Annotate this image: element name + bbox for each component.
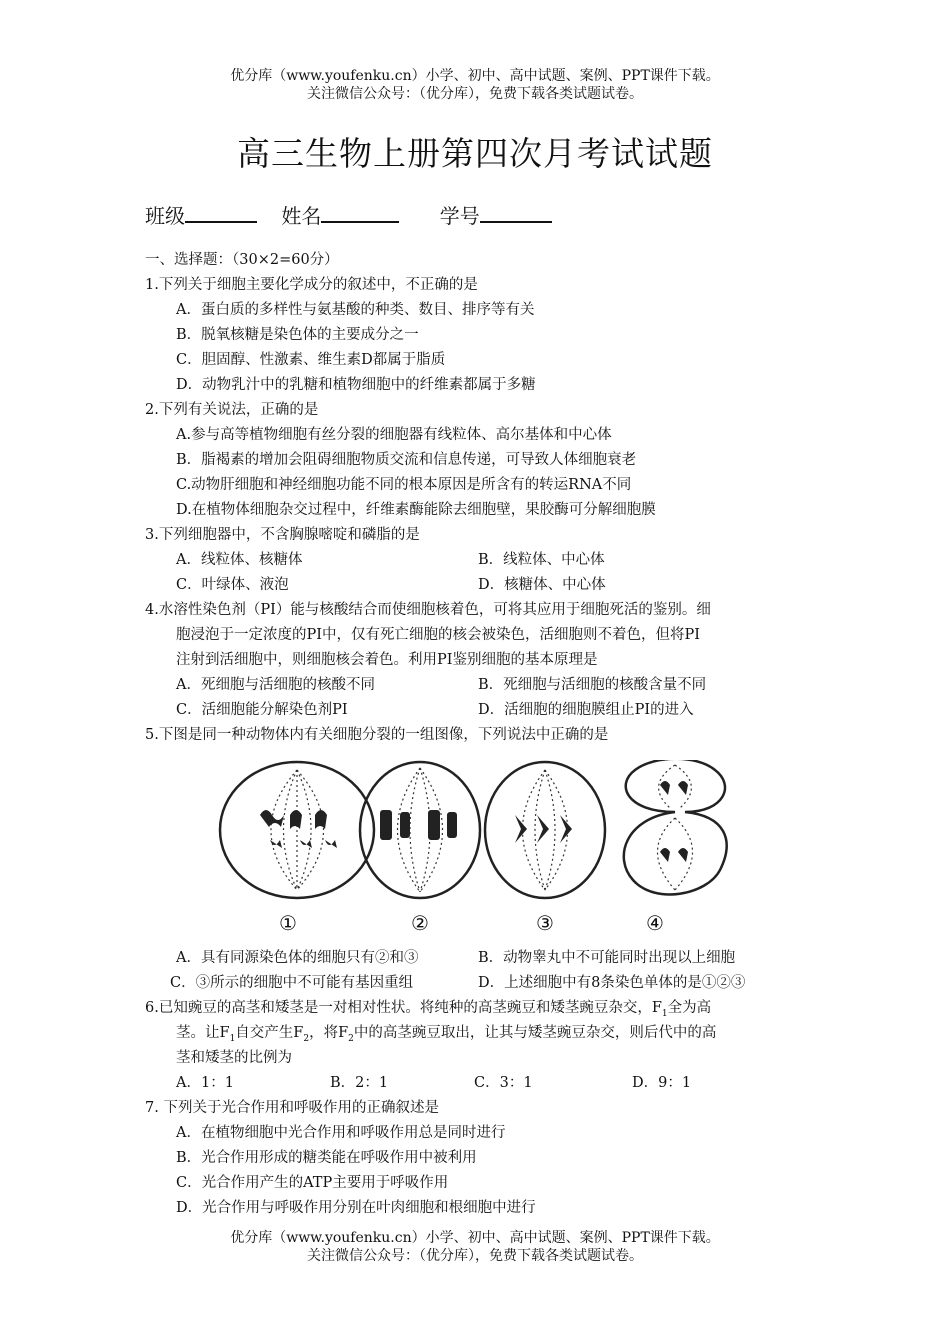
q5-option-c: C．③所示的细胞中不可能有基因重组	[170, 975, 414, 991]
q4-option-a: A．死细胞与活细胞的核酸不同	[176, 677, 375, 693]
footer-line-1: 优分库（www.youfenku.cn）小学、初中、高中试题、案例、PPT课件下载。	[230, 1230, 720, 1246]
header-line-2: 关注微信公众号：（优分库），免费下载各类试题试卷。	[307, 86, 643, 102]
q5-stem: 5.下图是同一种动物体内有关细胞分裂的一组图像，下列说法中正确的是	[145, 727, 609, 743]
q6-option-c: C．3：1	[474, 1075, 533, 1091]
q6-stem-line-3: 茎和矮茎的比例为	[176, 1050, 292, 1066]
header-line-1: 优分库（www.youfenku.cn）小学、初中、高中试题、案例、PPT课件下载。	[230, 68, 720, 84]
q6-option-a: A．1：1	[176, 1075, 234, 1091]
q4-stem-line-3: 注射到活细胞中，则细胞核会着色。利用PI鉴别细胞的基本原理是	[176, 652, 598, 668]
q6-stem-line-2: 茎。让$F_1$自交产生$F_2$，将$F_2$中的高茎豌豆取出，让其与矮茎豌豆杂交，则后代中的高	[176, 1025, 717, 1044]
q3-option-b: B．线粒体、中心体	[478, 552, 605, 568]
q2-stem: 2.下列有关说法，正确的是	[145, 402, 319, 418]
class-label: 班级	[145, 204, 185, 228]
q2-option-a: A.参与高等植物细胞有丝分裂的细胞器有线粒体、高尔基体和中心体	[176, 427, 612, 443]
figure-label-4: ④	[646, 911, 664, 935]
q7-stem: 7. 下列关于光合作用和呼吸作用的正确叙述是	[145, 1100, 439, 1116]
q1-option-c: C．胆固醇、性激素、维生素D都属于脂质	[176, 352, 446, 368]
q1-option-d: D．动物乳汁中的乳糖和植物细胞中的纤维素都属于多糖	[176, 377, 536, 393]
q5-option-d: D．上述细胞中有8条染色单体的是①②③	[478, 975, 746, 991]
q2-option-d: D.在植物体细胞杂交过程中，纤维素酶能除去细胞壁，果胶酶可分解细胞膜	[176, 502, 656, 518]
q3-option-a: A．线粒体、核糖体	[176, 552, 303, 568]
page-title: 高三生物上册第四次月考试试题	[237, 134, 713, 173]
q5-option-a: A．具有同源染色体的细胞只有②和③	[176, 950, 419, 966]
q4-stem-line-2: 胞浸泡于一定浓度的PI中，仅有死亡细胞的核会被染色，活细胞则不着色，但将PI	[176, 627, 700, 643]
q5-option-b: B．动物睾丸中不可能同时出现以上细胞	[478, 950, 736, 966]
q7-option-c: C．光合作用产生的ATP主要用于呼吸作用	[176, 1175, 449, 1191]
q3-stem: 3.下列细胞器中，不含胸腺嘧啶和磷脂的是	[145, 527, 420, 543]
student-id-label: 学号	[439, 204, 480, 228]
q2-option-c: C.动物肝细胞和神经细胞功能不同的根本原因是所含有的转运RNA不同	[176, 477, 632, 493]
q4-stem-line-1: 4.水溶性染色剂（PI）能与核酸结合而使细胞核着色，可将其应用于细胞死活的鉴别。细	[145, 602, 711, 618]
footer-line-2: 关注微信公众号：（优分库），免费下载各类试题试卷。	[307, 1248, 643, 1264]
q3-option-c: C．叶绿体、液泡	[176, 577, 289, 593]
q6-stem-line-1: 6.已知豌豆的高茎和矮茎是一对相对性状。将纯种的高茎豌豆和矮茎豌豆杂交，$F_1$全为高	[145, 1000, 712, 1019]
q3-option-d: D．核糖体、中心体	[478, 577, 606, 593]
q1-option-b: B．脱氧核糖是染色体的主要成分之一	[176, 327, 419, 343]
q4-option-d: D．活细胞的细胞膜组止PI的进入	[478, 702, 694, 718]
figure-label-2: ②	[411, 911, 429, 935]
q6-option-b: B．2：1	[330, 1075, 389, 1091]
cell-4	[624, 760, 727, 894]
q7-option-a: A．在植物细胞中光合作用和呼吸作用总是同时进行	[176, 1125, 506, 1141]
q1-stem: 1.下列关于细胞主要化学成分的叙述中，不正确的是	[145, 277, 478, 293]
q4-option-c: C．活细胞能分解染色剂PI	[176, 702, 348, 718]
cell-2	[360, 762, 480, 898]
q6-option-d: D．9：1	[632, 1075, 692, 1091]
student-info	[145, 200, 570, 229]
class-field[interactable]	[185, 203, 257, 223]
figure-label-3: ③	[536, 911, 554, 935]
name-label: 姓名	[281, 204, 322, 228]
q7-option-d: D．光合作用与呼吸作用分别在叶肉细胞和根细胞中进行	[176, 1200, 536, 1216]
q2-option-b: B．脂褐素的增加会阻碍细胞物质交流和信息传递，可导致人体细胞衰老	[176, 452, 637, 468]
q4-option-b: B．死细胞与活细胞的核酸含量不同	[478, 677, 707, 693]
q7-option-b: B．光合作用形成的糖类能在呼吸作用中被利用	[176, 1150, 477, 1166]
figure-label-1: ①	[279, 911, 297, 935]
student-id-field[interactable]	[480, 203, 552, 223]
name-field[interactable]	[321, 203, 399, 223]
section-heading: 一、选择题：（30×2=60分）	[145, 252, 339, 268]
q1-option-a: A．蛋白质的多样性与氨基酸的种类、数目、排序等有关	[176, 302, 535, 318]
cell-division-figure	[215, 760, 735, 940]
